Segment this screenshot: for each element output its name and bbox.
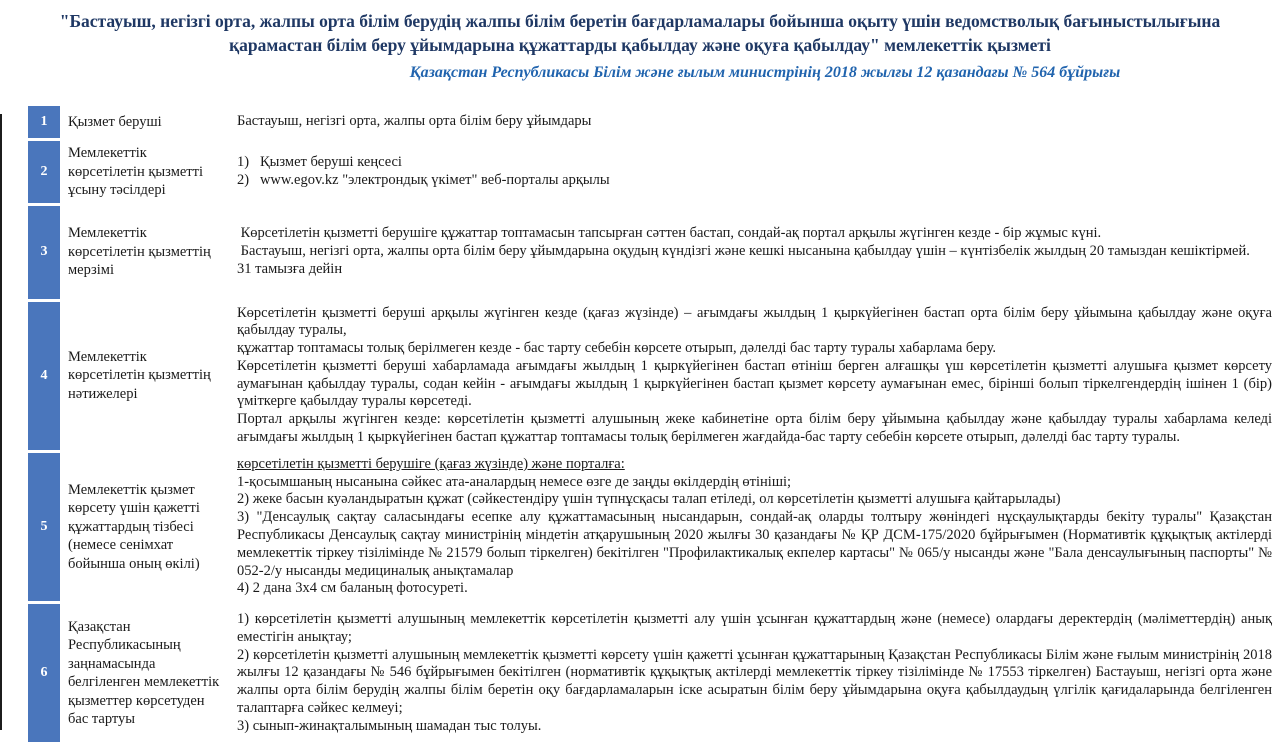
content-paragraph: 2) жеке басын куәландыратын құжат (сәйкестендіру үшін түпнұсқасы талап етіледі, ол көрсетілетін қызметті алушыға қайтарылады) xyxy=(237,491,1061,508)
row-number-cell: 3 xyxy=(28,206,60,299)
service-label-cell xyxy=(62,141,228,203)
content-paragraph: Портал арқылы жүгінген кезде: көрсетілетін қызметті алушының жеке кабинетіне орта білім беру ұйымына қабылдау және қабылдау туралы хабарлама келеді ағымдағы жылдың 1 қыркүйегінен бастап құжаттар топтамасы толық берілмеген жағдайда-бас тарту себебін көрсете отырып, дәлелді бас тарту туралы. xyxy=(237,411,1276,446)
page-title: "Бастауыш, негізгі орта, жалпы орта білім берудің жалпы білім беретін бағдарламалары бойынша оқыту үшін ведомстволық бағыныстылығына қарамастан білім беру ұйымдарына құжаттарды қабылдау және оқуға қабылдау" мемлекеттік қызметі xyxy=(59,11,1221,55)
content-paragraph: Көрсетілетін қызметті берушіге құжаттар топтамасын тапсырған сәттен бастап, сондай-ақ портал арқылы жүгінген кезде - бір жұмыс күні. xyxy=(237,225,1102,242)
content-paragraph: 4) 2 дана 3х4 см баланың фотосуреті. xyxy=(237,580,468,597)
content-paragraph: 2) көрсетілетін қызметті алушының мемлекеттік қызметті көрсету үшін қажетті ұсынған құжаттарының Қазақстан Республикасы Білім және ғылым министрінің 2018 жылғы 12 қазандағы № 546 бұйрығымен бекітілген (нормативтік құқықтық актілерді мемлекеттік тіркеу тізілімінде № 17553 тіркелген) Бастауыш, негізгі орта және жалпы орта білім берудің жалпы білім беретін оқу бағдарламаларын іске асыратын білім беру ұйымдарына оқуға қабылдаудың үлгілік қағидаларында белгіленген талаптарға сәйкес келмеуі; xyxy=(237,646,1276,716)
service-content-cell xyxy=(230,302,1280,450)
content-paragraph: 1-қосымшаның нысанына сәйкес ата-аналардың немесе өзге де заңды өкілдердің өтініші; xyxy=(237,473,792,490)
content-paragraph: 1) Қызмет беруші кеңсесі xyxy=(237,153,402,170)
subtitle-wrap xyxy=(0,63,1280,83)
content-paragraph: 3) сынып-жинақталымының шамадан тыс толуы. xyxy=(237,717,542,734)
service-content-cell xyxy=(230,206,1280,299)
order-subtitle: Қазақстан Республикасы Білім және ғылым министрінің 2018 жылғы 12 қазандағы № 564 бұйрығы xyxy=(409,64,1121,81)
content-paragraph: 1) көрсетілетін қызметті алушының мемлекеттік көрсетілетін қызметті алу үшін ұсынған құжаттардың және (немесе) олардағы деректердің (мәліметтердің) анық еместігін анықтау; xyxy=(237,610,1276,645)
row-number-cell: 1 xyxy=(28,106,60,138)
content-paragraph: Көрсетілетін қызметті беруші арқылы жүгінген кезде (қағаз жүзінде) – ағымдағы жылдың 1 қыркүйегінен бастап орта білім беру ұйымына қабылдау және оқуға қабылдау туралы, xyxy=(237,304,1276,339)
service-label-cell xyxy=(62,206,228,299)
service-content-cell xyxy=(230,141,1280,203)
service-label-text: Мемлекеттік көрсетілетін қызметті ұсыну тәсілдері xyxy=(68,145,204,198)
content-paragraph: Көрсетілетін қызметті беруші хабарламада ағымдағы жылдың 1 қыркүйегінен бастап өтініш берген алғашқы үш көрсетілетін қызметті алушыға қызмет көрсету аумағынан қабылдау туралы, содан кейін - ағымдағы жылдың 1 қыркүйегінен бастап қызмет көрсету аумағынан емес, бірінші болып тіркелгендердің ішінен 1 (бір) үміткерге қабылдау туралы көрсетеді. xyxy=(237,357,1276,410)
service-label-text: Мемлекеттік көрсетілетін қызметтің нәтижелері xyxy=(68,348,211,402)
content-paragraph: 31 тамызға дейін xyxy=(237,260,343,277)
service-label-text: Қазақстан Республикасының заңнамасында белгіленген мемлекеттік қызметтер көрсетуден бас тартуы xyxy=(68,618,220,728)
left-edge-line xyxy=(0,114,2,730)
service-label-text: Қызмет беруші xyxy=(68,113,162,130)
row-number-cell: 2 xyxy=(28,141,60,203)
content-paragraph: 2) www.egov.kz "электрондық үкімет" веб-порталы арқылы xyxy=(237,171,610,188)
content-paragraph: 3) "Денсаулық сақтау саласындағы есепке алу құжаттамасының нысандарын, сондай-ақ оларды толтыру жөніндегі нұсқаулықтарды бекіту туралы" Қазақстан Республикасы Денсаулық сақтау министрінің міндетін атқарушының 2020 жылғы 30 қазандағы № ҚР ДСМ-175/2020 бұйрығымен (Нормативтік құқықтық актілерді мемлекеттік тіркеу тізілімінде № 21579 болып тіркелген) бекітілген "Профилактикалық екпелер картасы" № 065/у нысанды және "Бала денсаулығының паспорты" № 052-2/у нысанды медициналық анықтамалар xyxy=(237,509,1276,579)
service-content-cell xyxy=(230,106,1280,138)
row-number-cell: 4 xyxy=(28,302,60,450)
service-label-text: Мемлекеттік көрсетілетін қызметтің мерзімі xyxy=(68,225,211,279)
content-paragraph: Бастауыш, негізгі орта, жалпы орта білім беру ұйымдары xyxy=(237,113,592,130)
document-page xyxy=(0,9,1280,734)
service-label-cell xyxy=(62,453,228,601)
content-paragraph: құжаттар топтамасы толық берілмеген кезде - бас тарту себебін көрсете отырып, дәлелді бас тарту туралы хабарлама беру. xyxy=(237,340,997,357)
service-label-cell xyxy=(62,106,228,138)
row-number-cell: 6 xyxy=(28,604,60,742)
service-label-cell xyxy=(62,302,228,450)
service-content-cell xyxy=(230,453,1280,601)
content-paragraph: Бастауыш, негізгі орта, жалпы орта білім беру ұйымдарына оқудың күндізгі және кешкі нысанына қабылдау үшін – күнтізбелік жылдың 20 тамыздан кешіктірмей. xyxy=(237,243,1250,260)
service-label-text: Мемлекеттік қызмет көрсету үшін қажетті құжаттардың тізбесі (немесе сенімхат бойынша оның өкілі) xyxy=(68,481,200,572)
service-content-cell xyxy=(230,604,1280,742)
service-table xyxy=(28,106,1280,742)
content-paragraph: көрсетілетін қызметті берушіге (қағаз жүзінде) және порталға: xyxy=(237,455,625,472)
service-label-cell xyxy=(62,604,228,742)
row-number-cell: 5 xyxy=(28,453,60,601)
